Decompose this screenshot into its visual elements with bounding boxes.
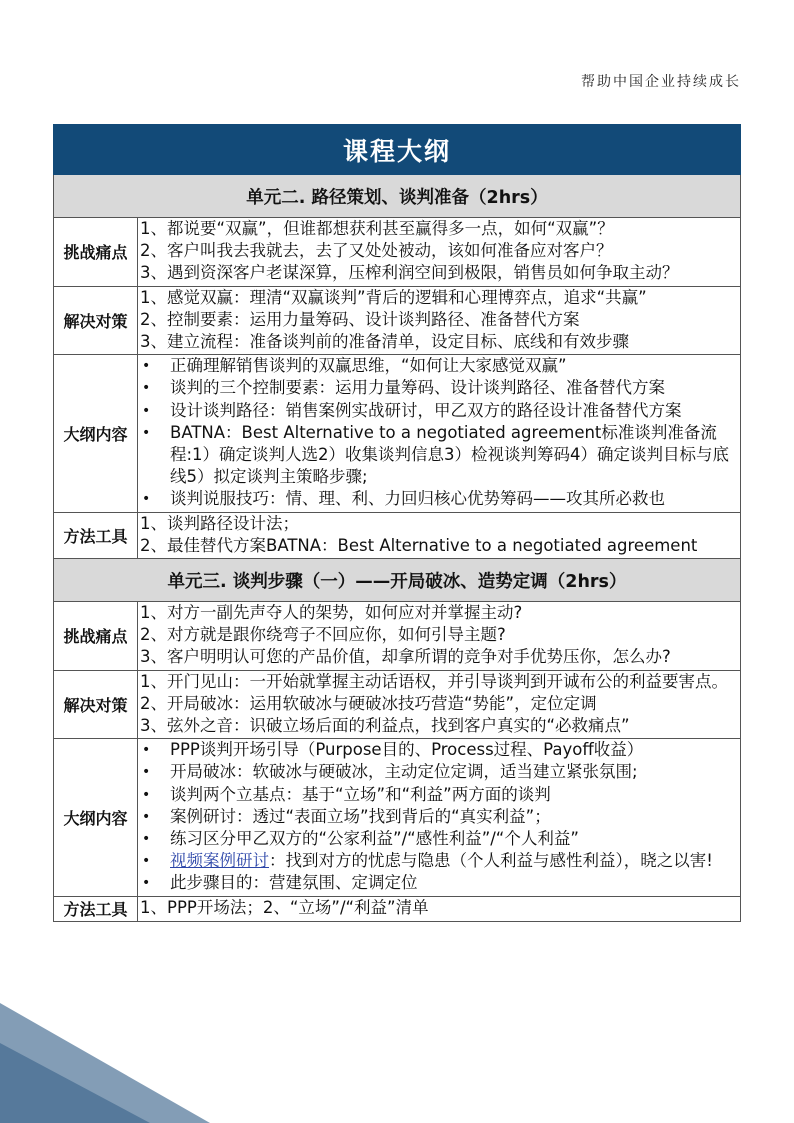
- row-label-tools: 方法工具: [54, 896, 138, 921]
- text-line: 3、遇到资深客户老谋深算，压榨利润空间到极限，销售员如何争取主动？: [140, 263, 679, 283]
- course-outline-table: [53, 124, 741, 922]
- row-label-solutions: 解决对策: [54, 286, 138, 355]
- unit-3-pain-points: [138, 602, 741, 671]
- text-line: 3、弦外之音：识破立场后面的利益点，找到客户真实的“必救痛点”: [140, 716, 630, 736]
- bullet-item: • 案例研讨：透过“表面立场”找到背后的“真实利益”；: [140, 806, 740, 828]
- bullet-item: • PPP谈判开场引导（Purpose目的、Process过程、Payoff收益）: [140, 739, 740, 761]
- text-line: 2、最佳替代方案BATNA：Best Alternative to a negotiated agreement: [140, 535, 698, 555]
- text-line: 2、客户叫我去我就去，去了又处处被动，该如何准备应对客户？: [140, 241, 613, 261]
- video-case-text: ：找到对方的忧虑与隐患（个人利益与感性利益），晓之以害!: [269, 851, 713, 871]
- bullet-item: • 开局破冰：软破冰与硬破冰，主动定位定调，适当建立紧张氛围;: [140, 761, 740, 783]
- text-line: 1、都说要“双赢”，但谁都想获利甚至赢得多一点，如何“双赢”？: [140, 219, 614, 238]
- row-label-solutions: 解决对策: [54, 670, 138, 739]
- row-label-outline: 大纲内容: [54, 739, 138, 896]
- row-label-tools: 方法工具: [54, 512, 138, 558]
- unit-3-tools: [138, 896, 741, 921]
- bullet-item: • 谈判说服技巧：情、理、利、力回归核心优势筹码——攻其所必救也: [140, 488, 740, 510]
- unit-3-outline: [138, 739, 741, 896]
- text-line: 2、控制要素：运用力量筹码、设计谈判路径、准备替代方案: [140, 309, 580, 329]
- unit-3-title: 单元三. 谈判步骤（一）——开局破冰、造势定调（2hrs）: [54, 559, 741, 602]
- text-line: 3、客户明明认可您的产品价值，却拿所谓的竞争对手优势压你，怎么办?: [140, 647, 671, 667]
- unit-2-title: 单元二. 路径策划、谈判准备（2hrs）: [54, 175, 741, 218]
- text-line: 1、对方一副先声夺人的架势，如何应对并掌握主动?: [140, 603, 523, 623]
- unit-2-solutions: [138, 286, 741, 355]
- unit-2-outline: [138, 355, 741, 512]
- text-line: 2、对方就是跟你绕弯子不回应你，如何引导主题?: [140, 625, 506, 645]
- text-line: 1、开门见山：一开始就掌握主动话语权，并引导谈判到开诚布公的利益要害点。: [140, 671, 728, 691]
- row-label-pain-points: 挑战痛点: [54, 602, 138, 671]
- table-title: 课程大纲: [54, 125, 741, 175]
- bullet-item: • 练习区分甲乙双方的“公家利益”/“感性利益”/“个人利益”: [140, 828, 740, 850]
- unit-2-pain-points: [138, 218, 741, 287]
- row-label-pain-points: 挑战痛点: [54, 218, 138, 287]
- video-case-link[interactable]: 视频案例研讨: [170, 851, 269, 871]
- bullet-item: • 设计谈判路径：销售案例实战研讨，甲乙双方的路径设计准备替代方案: [140, 400, 740, 422]
- text-line: 1、谈判路径设计法；: [140, 513, 299, 533]
- row-label-outline: 大纲内容: [54, 355, 138, 512]
- bullet-item-video-case: [140, 850, 740, 872]
- bullet-item: • 正确理解销售谈判的双赢思维，“如何让大家感觉双赢”: [140, 355, 740, 377]
- unit-2-tools: [138, 512, 741, 558]
- corner-decoration: [0, 1003, 210, 1123]
- unit-3-solutions: [138, 670, 741, 739]
- text-line: 1、感觉双赢：理清“双赢谈判”背后的逻辑和心理博弈点，追求“共赢”: [140, 287, 647, 307]
- text-line: 3、建立流程：准备谈判前的准备清单，设定目标、底线和有效步骤: [140, 332, 629, 352]
- text-line: 1、PPP开场法；2、“立场”/“利益”清单: [140, 897, 429, 917]
- bullet-item: • BATNA：Best Alternative to a negotiated agreement标准谈判准备流程:1）确定谈判人选2）收集谈判信息3）检视谈判筹码4）确定谈判目标与底线5）拟定谈判主策略步骤;: [140, 422, 740, 489]
- bullet-item: • 谈判的三个控制要素：运用力量筹码、设计谈判路径、准备替代方案: [140, 377, 740, 399]
- header-tagline: 帮助中国企业持续成长: [581, 74, 741, 90]
- bullet-item: • 谈判两个立基点：基于“立场”和“利益”两方面的谈判: [140, 784, 740, 806]
- text-line: 2、开局破冰：运用软破冰与硬破冰技巧营造“势能”，定位定调: [140, 693, 597, 713]
- bullet-item: • 此步骤目的：营建氛围、定调定位: [140, 872, 740, 894]
